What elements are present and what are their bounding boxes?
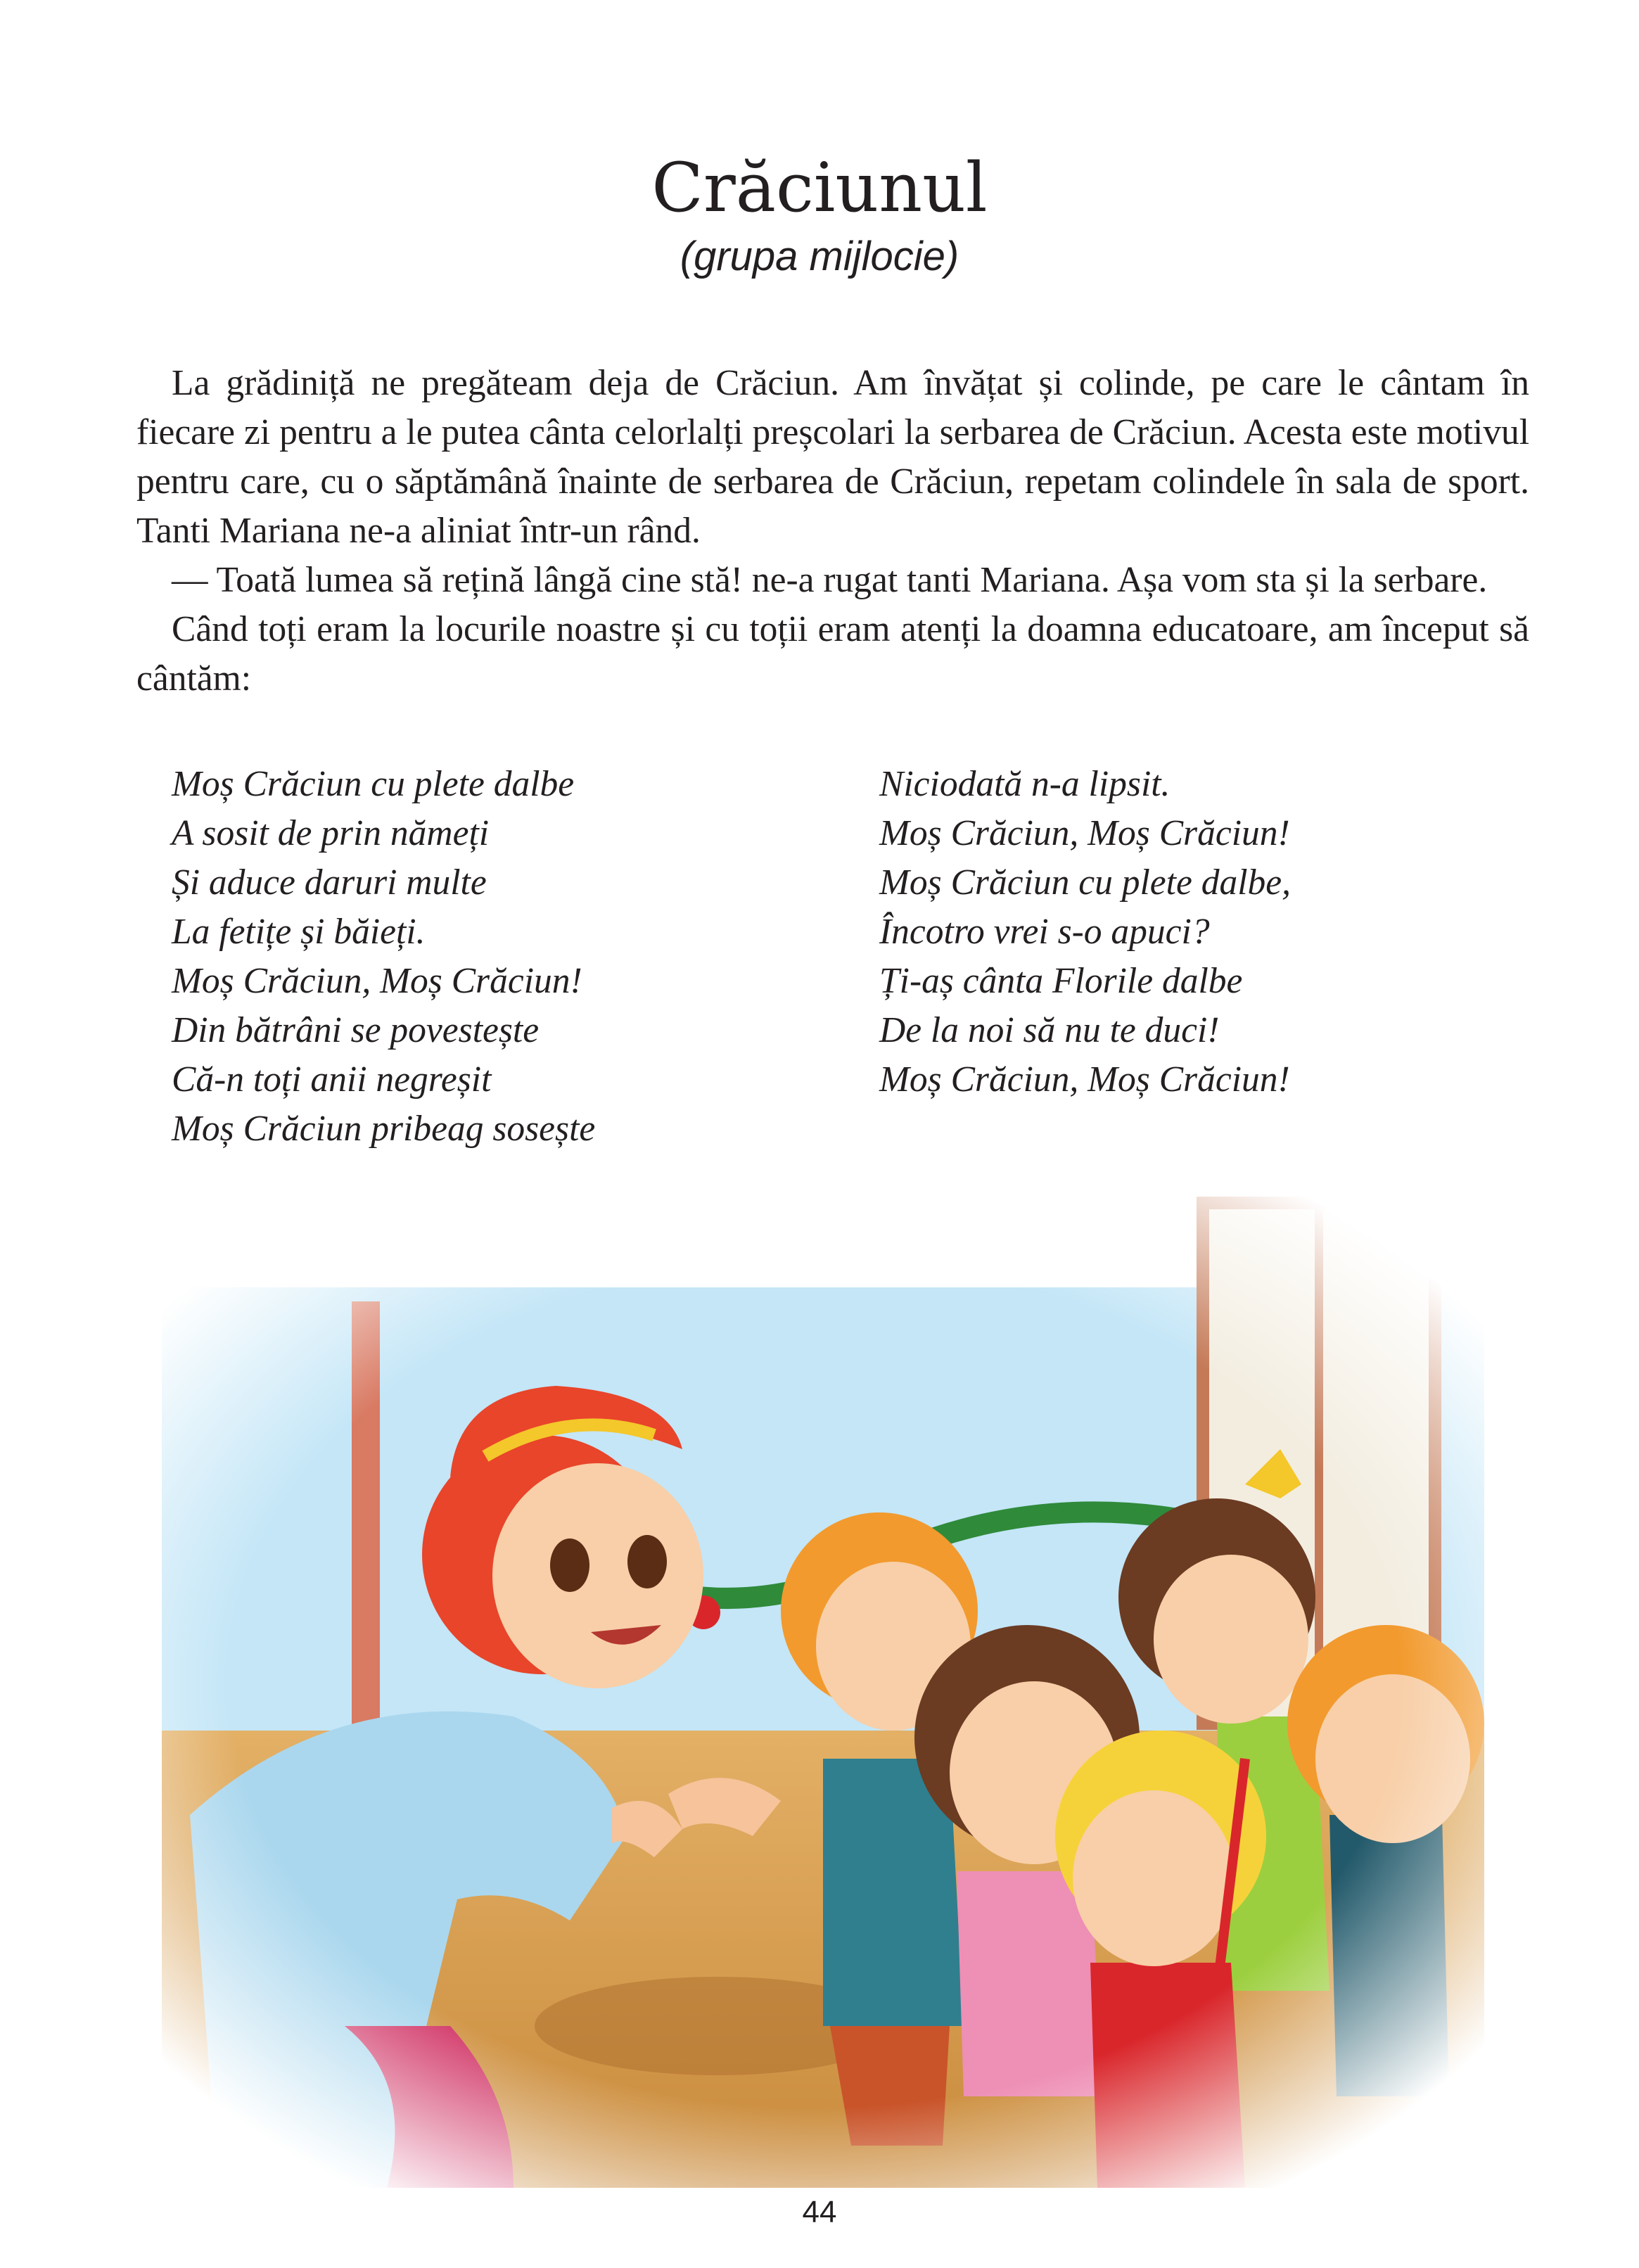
verse-line: Din bătrâni se povestește — [172, 1010, 540, 1050]
verse-line: Încotro vrei s-o apuci? — [879, 912, 1210, 952]
verse-line: Moș Crăciun, Moș Crăciun! — [879, 813, 1290, 853]
page-title: Crăciunul — [651, 148, 988, 227]
verse-line: A sosit de prin nămeți — [172, 813, 490, 853]
verse-line: Niciodată n-a lipsit. — [879, 764, 1171, 804]
verse-line: Ți-aș cânta Florile dalbe — [879, 961, 1243, 1001]
verse-line: La fetițe și băieți. — [172, 912, 426, 952]
verse-line: De la noi să nu te duci! — [879, 1010, 1220, 1050]
verse-line: Moș Crăciun cu plete dalbe — [172, 764, 575, 804]
verse-line: Moș Crăciun pribeag sosește — [172, 1109, 596, 1149]
paragraph: — Toată lumea să rețină lângă cine stă! ne-a rugat tanti Mariana. Așa vom sta și la serbare. — [172, 560, 1488, 600]
paragraph: La grădiniță ne pregăteam deja de Crăciun. Am învățat și colinde, pe care le cântam în fiecare zi pentru a le putea cânta celorlalți preșcolari la serbarea de Crăciun. Acesta este motivul pentru care, cu o săptămână înainte de serbarea de Crăciun, repetam colindele în sala de sport. Tanti Mariana ne-a aliniat într-un rând. — [136, 363, 1529, 551]
verse-line: Moș Crăciun cu plete dalbe, — [879, 862, 1291, 903]
paragraph: Când toți eram la locurile noastre și cu toții eram atenți la doamna educatoare, am început să cântăm: — [136, 609, 1529, 699]
verse-line: Și aduce daruri multe — [172, 862, 487, 903]
carol-verse-right — [879, 760, 1291, 1104]
classroom-illustration — [120, 1182, 1512, 2188]
page-subtitle: (grupa mijlocie) — [680, 234, 959, 279]
verse-line: Moș Crăciun, Moș Crăciun! — [879, 1059, 1290, 1100]
page-number: 44 — [802, 2195, 837, 2229]
story-text — [136, 359, 1529, 703]
verse-line: Că-n toți anii negreșit — [172, 1059, 492, 1100]
verse-line: Moș Crăciun, Moș Crăciun! — [172, 961, 582, 1001]
carol-verse-left — [172, 760, 595, 1154]
